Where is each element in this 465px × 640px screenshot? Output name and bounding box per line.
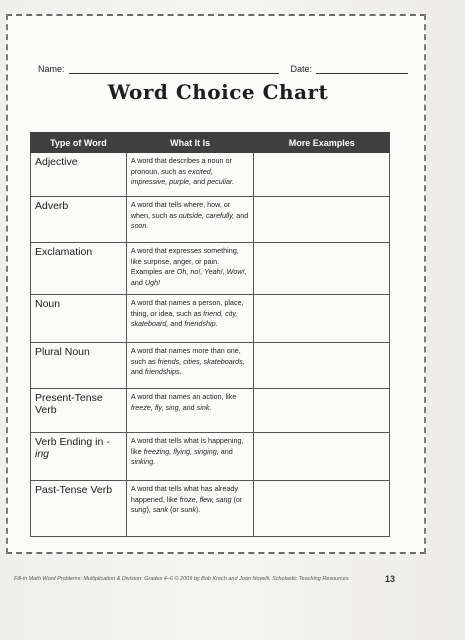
word-type-cell: Noun — [31, 295, 127, 343]
table-header-row — [31, 133, 390, 153]
name-label: Name: — [38, 64, 65, 74]
table-row — [31, 481, 390, 537]
table-row — [31, 197, 390, 243]
definition-cell: A word that tells what has already happened, like froze, flew, sang (or sung), sank (or sunk). — [126, 481, 254, 537]
table-row — [31, 343, 390, 389]
definition-cell: A word that names an action, like freeze, fly, sing, and sink. — [126, 389, 254, 433]
table-row — [31, 243, 390, 295]
page-title: Word Choice Chart — [107, 80, 329, 104]
date-label: Date: — [290, 64, 313, 74]
word-type-cell: Exclamation — [31, 243, 127, 295]
header-more-examples: More Examples — [254, 133, 390, 153]
more-examples-cell[interactable] — [254, 389, 390, 433]
definition-cell: A word that tells what is happening, like freezing, flying, singing, and sinking. — [126, 433, 254, 481]
page-number: 13 — [385, 574, 396, 584]
more-examples-cell[interactable] — [254, 197, 390, 243]
date-field[interactable] — [316, 64, 408, 74]
header-what-it-is: What It Is — [126, 133, 254, 153]
word-type-cell: Present-Tense Verb — [31, 389, 127, 433]
definition-cell: A word that describes a noun or pronoun, such as excited, impressive, purple, and peculiar. — [126, 153, 254, 197]
name-field[interactable] — [69, 64, 279, 74]
definition-cell: A word that names more than one, such as friends, cities, skateboards, and friendships. — [126, 343, 254, 389]
more-examples-cell[interactable] — [254, 153, 390, 197]
word-type-cell: Past-Tense Verb — [31, 481, 127, 537]
word-type-cell: Adverb — [31, 197, 127, 243]
table-body — [31, 153, 390, 537]
more-examples-cell[interactable] — [254, 295, 390, 343]
more-examples-cell[interactable] — [254, 343, 390, 389]
table-row — [31, 153, 390, 197]
more-examples-cell[interactable] — [254, 433, 390, 481]
table-row — [31, 295, 390, 343]
table-row — [31, 389, 390, 433]
worksheet-page — [6, 14, 426, 584]
word-type-cell: Plural Noun — [31, 343, 127, 389]
definition-cell: A word that names a person, place, thing, or idea, such as friend, city, skateboard, and friendship. — [126, 295, 254, 343]
name-date-row — [38, 58, 408, 74]
word-type-cell: Verb Ending in -ing — [31, 433, 127, 481]
word-type-cell: Adjective — [31, 153, 127, 197]
more-examples-cell[interactable] — [254, 243, 390, 295]
word-choice-table — [30, 132, 390, 537]
table-row — [31, 433, 390, 481]
header-type-of-word: Type of Word — [31, 133, 127, 153]
footer-credit: Fill-in Math Word Problems: Multiplication & Division: Grades 4–6 © 2009 by Bob Krech and Joan Novelli, Scholastic Teaching Resources — [14, 576, 349, 582]
more-examples-cell[interactable] — [254, 481, 390, 537]
definition-cell: A word that expresses something, like surprise, anger, or pain. Examples are Oh, no!, Yeah!, Wow!, and Ugh! — [126, 243, 254, 295]
definition-cell: A word that tells where, how, or when, such as outside, carefully, and soon. — [126, 197, 254, 243]
